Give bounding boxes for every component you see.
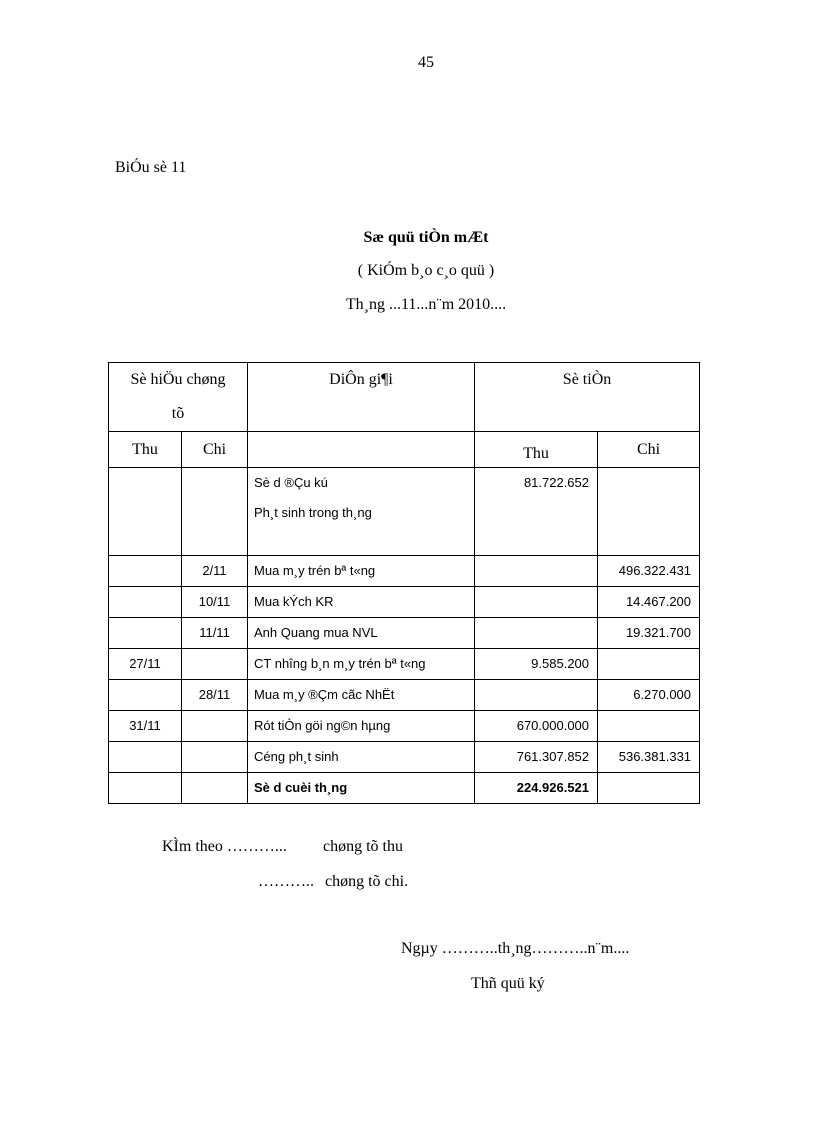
header-row-2 [109, 432, 700, 468]
header-thu: Thu [109, 432, 182, 468]
arising-label: Ph¸t sinh trong th¸ng [254, 505, 372, 520]
table-row: Sè d ®Çu kú Ph¸t sinh trong th¸ng 81.722.652 [109, 468, 700, 556]
page-number: 45 [418, 54, 434, 71]
attach-label: KÌm theo ………... [162, 838, 287, 855]
header-doc-number-line1: Sè hiÖu chøng [130, 371, 226, 388]
date-line: Ngµy ………..th¸ng………..n¨m.... [401, 940, 630, 957]
table-row: 10/11 Mua kÝch KR 14.467.200 [109, 587, 700, 618]
header-doc-number-line2: tõ [171, 405, 185, 422]
form-label: BiÓu sè 11 [115, 159, 187, 176]
receipts-label: chøng tõ thu [323, 838, 403, 855]
header-row-1 [109, 363, 700, 432]
payments-dots: ……….. [258, 873, 314, 890]
header-description: DiÔn gi¶i [248, 363, 475, 432]
table-row: 2/11 Mua m¸y trén bª t«ng 496.322.431 [109, 556, 700, 587]
header-amount: Sè tiÒn [475, 363, 700, 432]
header-amount-thu: Thu [475, 432, 598, 468]
document-title: Sæ quü tiÒn mÆt [363, 229, 489, 246]
payments-label: chøng tõ chi. [325, 873, 409, 890]
document-subtitle: ( KiÓm b¸o c¸o quü ) [357, 262, 495, 279]
signer-title: Thñ quü ký [471, 975, 545, 992]
header-empty [248, 432, 475, 468]
table-row: 31/11 Rót tiÒn göi ng©n hµng 670.000.000 [109, 711, 700, 742]
total-arising-row: Céng ph¸t sinh 761.307.852 536.381.331 [109, 742, 700, 773]
header-chi: Chi [182, 432, 248, 468]
cash-ledger-table [108, 362, 700, 804]
table-row: 11/11 Anh Quang mua NVL 19.321.700 [109, 618, 700, 649]
closing-balance-row: Sè d cuèi th¸ng 224.926.521 [109, 773, 700, 804]
table-row: 27/11 CT nhîng b¸n m¸y trén bª t«ng 9.585.200 [109, 649, 700, 680]
opening-balance-label: Sè d ®Çu kú [254, 475, 328, 490]
table-row: 28/11 Mua m¸y ®Çm cãc NhËt 6.270.000 [109, 680, 700, 711]
document-period: Th¸ng ...11...n¨m 2010.... [345, 296, 507, 313]
header-doc-number [109, 363, 248, 432]
header-amount-chi: Chi [598, 432, 700, 468]
